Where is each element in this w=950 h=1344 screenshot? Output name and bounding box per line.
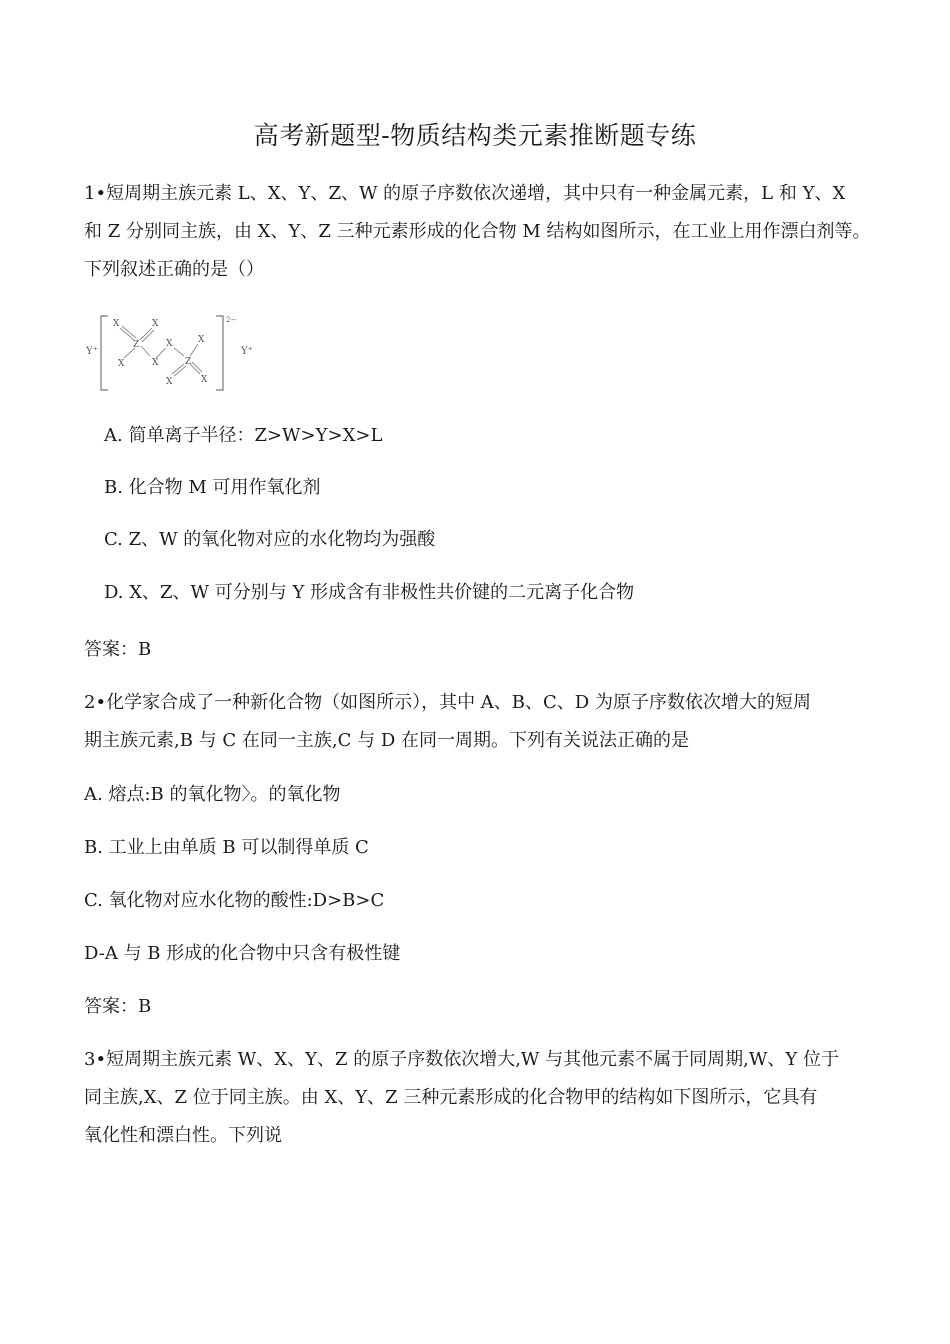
- q1-option-b: B. 化合物 M 可用作氧化剂: [104, 477, 321, 498]
- atom-x-1: X: [113, 319, 120, 329]
- bracket-right: [216, 316, 223, 390]
- q2-stem-line-2: 期主族元素,B 与 C 在同一主族,C 与 D 在同一周期。下列有关说法正确的是: [84, 730, 689, 751]
- q1-option-c: C. Z、W 的氧化物对应的水化物均为强酸: [104, 529, 436, 550]
- bracket-left: [101, 316, 108, 390]
- q2-option-a: A. 熔点:B 的氧化物〉。的氧化物: [84, 784, 341, 805]
- atom-x-5: X: [166, 339, 173, 349]
- atom-x-6: X: [198, 335, 205, 345]
- atom-x-3: X: [118, 359, 125, 369]
- q2-option-b: B. 工业上由单质 B 可以制得单质 C: [84, 837, 369, 858]
- atom-z-2: Z: [185, 357, 192, 367]
- q3-stem-line-2: 同主族,X、Z 位于同主族。由 X、Y、Z 三种元素形成的化合物甲的结构如下图所示，它具有: [84, 1087, 818, 1108]
- atom-x-4: X: [152, 358, 159, 368]
- q1-stem-line-2: 和 Z 分别同主族，由 X、Y、Z 三种元素形成的化合物 M 结构如图所示，在工业上用作漂白剂等。: [84, 221, 871, 242]
- q3-stem-line-3: 氧化性和漂白性。下列说: [84, 1125, 282, 1146]
- q1-answer: 答案：B: [84, 639, 152, 660]
- q2-option-c: C. 氧化物对应水化物的酸性:D>B>C: [84, 890, 385, 911]
- q1-stem-line-3: 下列叙述正确的是（）: [84, 259, 264, 280]
- q1-stem-line-1: 1•短周期主族元素 L、X、Y、Z、W 的原子序数依次递增，其中只有一种金属元素，L 和 Y、X: [84, 183, 846, 204]
- q3-stem-line-1: 3•短周期主族元素 W、X、Y、Z 的原子序数依次增大,W 与其他元素不属于同周期,W、Y 位于: [84, 1049, 839, 1070]
- q2-answer: 答案：B: [84, 996, 152, 1017]
- q2-option-d: D-A 与 B 形成的化合物中只含有极性键: [84, 943, 401, 964]
- compound-m-structure-image: [86, 312, 266, 394]
- atom-z-1: Z: [133, 340, 140, 350]
- q1-structure-figure: [86, 312, 266, 394]
- q2-stem-line-1: 2•化学家合成了一种新化合物（如图所示），其中 A、B、C、D 为原子序数依次增大的短周: [84, 692, 811, 713]
- q1-option-d: D. X、Z、W 可分别与 Y 形成含有非极性共价键的二元离子化合物: [104, 582, 635, 603]
- atom-x-7: X: [166, 377, 173, 387]
- charge-label: 2−: [226, 316, 237, 324]
- q1-option-a: A. 简单离子半径：Z>W>Y>X>L: [104, 425, 383, 446]
- bond-lines: [120, 326, 202, 376]
- atom-x-8: X: [201, 375, 208, 385]
- document-title: 高考新题型-物质结构类元素推断题专练: [253, 121, 697, 150]
- atom-x-2: X: [152, 319, 159, 329]
- cation-right-label: Y⁺: [241, 346, 253, 357]
- cation-left-label: Y⁺: [86, 346, 98, 357]
